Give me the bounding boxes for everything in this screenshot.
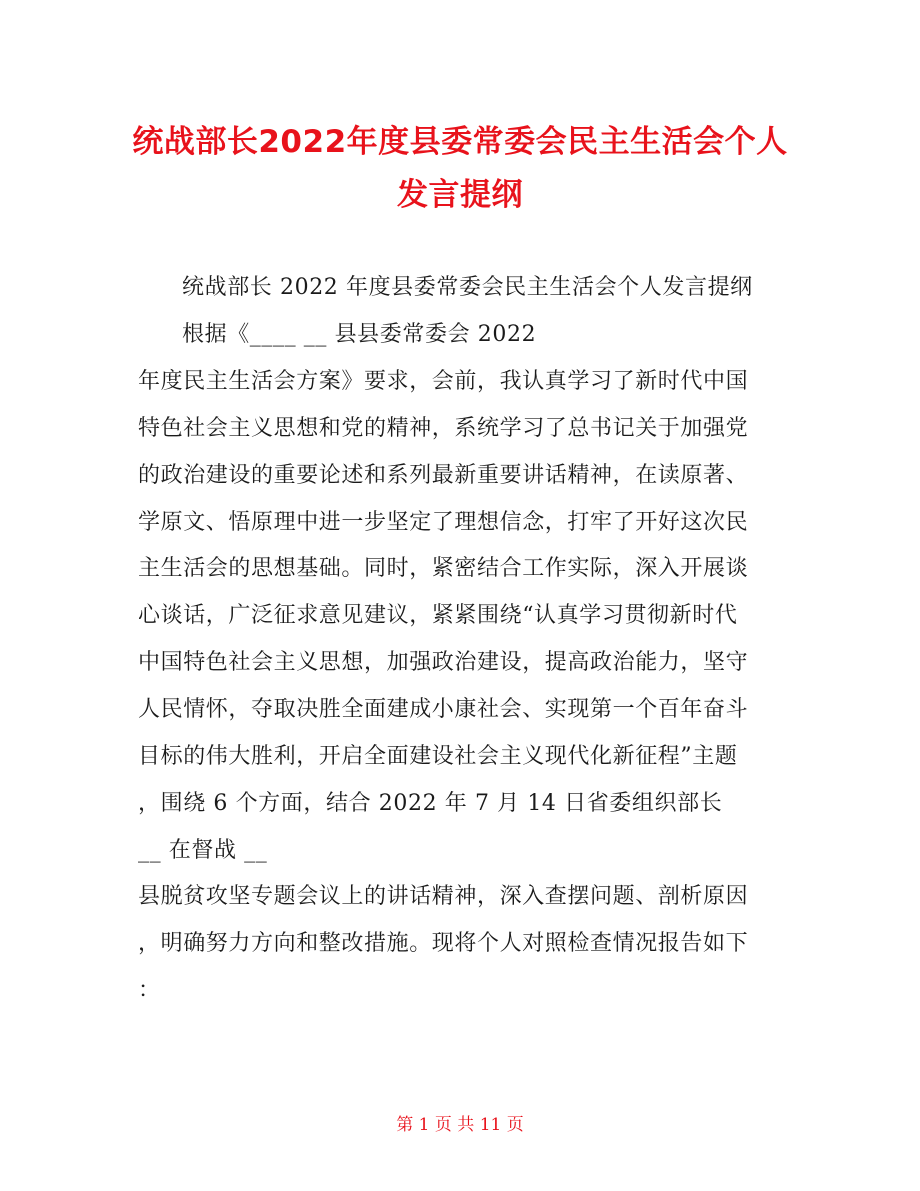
- body-line: 主生活会的思想基础。同时，紧密结合工作实际，深入开展谈: [138, 556, 749, 581]
- page-footer: 第 1 页 共 11 页: [396, 1115, 524, 1135]
- body-line: 年度民主生活会方案》要求，会前，我认真学习了新时代中国: [138, 369, 749, 394]
- document-title-line-1: 统战部长2022年度县委常委会民主生活会个人: [132, 124, 788, 160]
- body-line: 人民情怀，夺取决胜全面建成小康社会、实现第一个百年奋斗: [138, 697, 749, 722]
- body-line: 特色社会主义思想和党的精神，系统学习了总书记关于加强党: [138, 416, 749, 441]
- body-line: ：: [138, 978, 161, 1003]
- body-line: ，明确努力方向和整改措施。现将个人对照检查情况报告如下: [138, 931, 749, 956]
- body-line: 目标的伟大胜利，开启全面建设社会主义现代化新征程”主题: [138, 744, 738, 769]
- body-line: 学原文、悟原理中进一步坚定了理想信念，打牢了开好这次民: [138, 510, 749, 535]
- document-title-line-2: 发言提纲: [397, 177, 523, 213]
- body-line: 中国特色社会主义思想，加强政治建设，提高政治能力，坚守: [138, 650, 749, 675]
- body-line: 统战部长 2022 年度县委常委会民主生活会个人发言提纲: [182, 275, 753, 300]
- body-line: ，围绕 6 个方面，结合 2022 年 7 月 14 日省委组织部长: [138, 791, 723, 816]
- body-line: 心谈话，广泛征求意见建议，紧紧围绕“认真学习贯彻新时代: [138, 603, 738, 628]
- body-line: 的政治建设的重要论述和系列最新重要讲话精神，在读原著、: [138, 463, 749, 488]
- body-line: 县脱贫攻坚专题会议上的讲话精神，深入查摆问题、剖析原因: [138, 884, 749, 909]
- body-line: __ 在督战 __: [138, 838, 268, 863]
- body-line: 根据《____ __ 县县委常委会 2022: [182, 322, 537, 347]
